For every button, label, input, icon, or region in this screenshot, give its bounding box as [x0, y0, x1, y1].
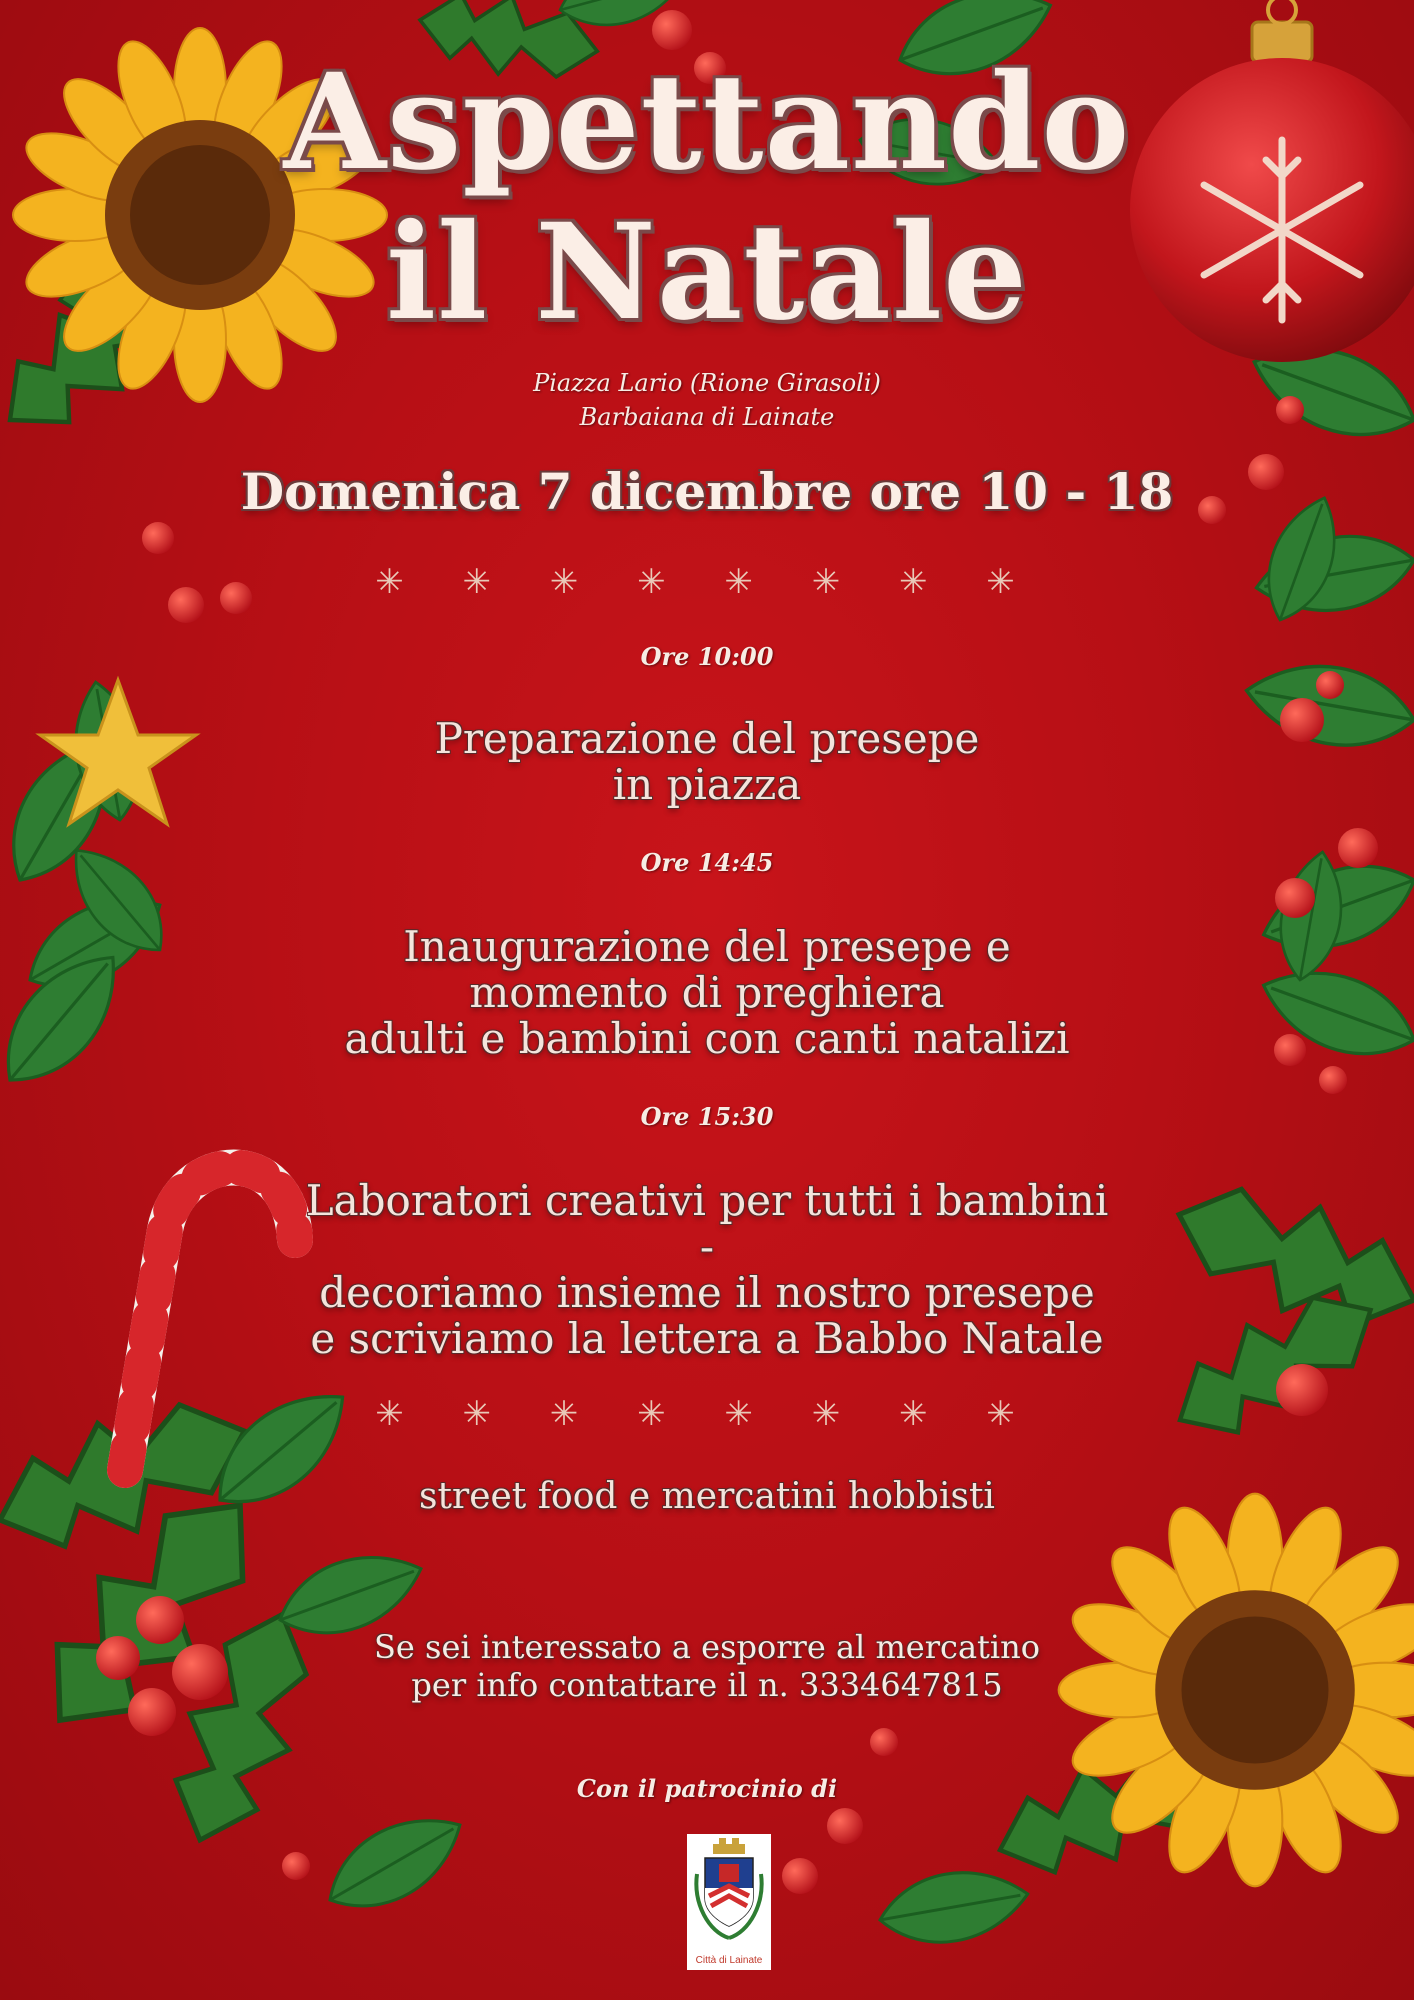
time-3: Ore 15:30: [640, 1102, 774, 1131]
logo-caption: Città di Lainate: [695, 1955, 763, 1966]
event-2-line-2: momento di preghiera: [469, 968, 945, 1017]
coat-of-arms-icon: [687, 1834, 771, 1950]
venue: [0, 366, 1414, 434]
event-3-line-3: decoriamo insieme il nostro presepe: [319, 1268, 1095, 1317]
city-logo: [687, 1834, 771, 1970]
event-date: Domenica 7 dicembre ore 10 - 18: [240, 462, 1174, 521]
time-1: Ore 10:00: [640, 642, 774, 671]
event-1-line-1: Preparazione del presepe: [434, 714, 980, 763]
contact-line-1: Se sei interessato a esporre al mercatino: [374, 1628, 1040, 1666]
event-2-line-1: Inaugurazione del presepe e: [403, 922, 1011, 971]
venue-line-1: Piazza Lario (Rione Girasoli): [533, 369, 881, 397]
event-1: [0, 716, 1414, 808]
event-3: [0, 1178, 1414, 1362]
patronage-label: Con il patrocinio di: [576, 1774, 838, 1803]
title-line-2: il Natale: [385, 195, 1029, 350]
contact-line-2: per info contattare il n. 3334647815: [411, 1666, 1003, 1704]
venue-line-2: Barbaiana di Lainate: [579, 403, 835, 431]
divider-top: ✳ ✳ ✳ ✳ ✳ ✳ ✳ ✳: [375, 562, 1039, 602]
event-1-line-2: in piazza: [612, 760, 802, 809]
event-2: [0, 924, 1414, 1062]
event-3-line-1: Laboratori creativi per tutti i bambini: [305, 1176, 1109, 1225]
contact-info: [0, 1628, 1414, 1704]
extra-info: street food e mercatini hobbisti: [419, 1476, 995, 1517]
time-2: Ore 14:45: [640, 848, 774, 877]
event-3-line-2: -: [699, 1222, 715, 1271]
divider-bottom: ✳ ✳ ✳ ✳ ✳ ✳ ✳ ✳: [375, 1394, 1039, 1434]
event-2-line-3: adulti e bambini con canti natalizi: [344, 1014, 1070, 1063]
title-line-1: Aspettando: [283, 45, 1131, 200]
event-3-line-4: e scriviamo la lettera a Babbo Natale: [310, 1314, 1104, 1363]
poster-title: [0, 45, 1414, 350]
